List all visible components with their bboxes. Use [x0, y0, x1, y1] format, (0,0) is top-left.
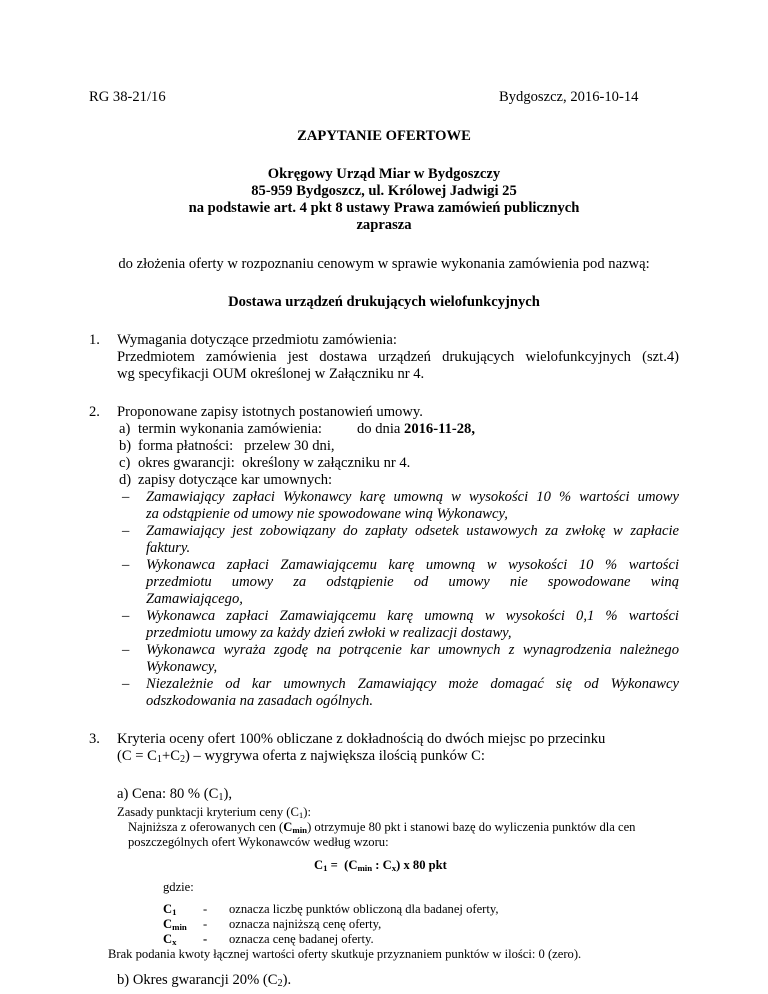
- item-b-label: b): [119, 438, 132, 454]
- invites: zaprasza: [356, 217, 412, 233]
- def-separator: -: [203, 902, 208, 916]
- section-3-line-2: $(C = C_1+C_2)$ – wygrywa oferta z największa ilością punków C:: [117, 748, 485, 765]
- price-rules-line-2: poszczególnych ofert Wykonawców według wzoru:: [128, 835, 389, 849]
- penalty-5-line-2: Wykonawcy,: [146, 659, 218, 675]
- place-date: Bydgoszcz, 2016-10-14: [499, 89, 639, 105]
- intro-text: do złożenia oferty w rozpoznaniu cenowym w sprawie wykonania zamówienia pod nazwą:: [118, 256, 650, 272]
- penalty-1-line-1: Zamawiający zapłaci Wykonawcy karę umowną w wysokości 10 % wartości umowy: [146, 489, 679, 505]
- def-text: oznacza najniższą cenę oferty,: [229, 917, 382, 931]
- list-bullet: –: [122, 642, 130, 658]
- no-price-note: Brak podania kwoty łącznej wartości oferty skutkuje przyznaniem punktów w ilości: 0 (zero).: [108, 947, 582, 961]
- penalty-4-line-2: przedmiotu umowy za każdy dzień zwłoki w realizacji dostawy,: [146, 625, 512, 641]
- def-separator: -: [203, 917, 208, 931]
- penalty-6-line-1: Niezależnie od kar umownych Zamawiający może domagać się od Wykonawcy: [146, 676, 679, 692]
- penalty-6-line-2: odszkodowania na zasadach ogólnych.: [146, 693, 374, 709]
- price-rules-line-1: Najniższa z oferowanych cen $(C_{min})$ otrzymuje 80 pkt i stanowi bazę do wyliczenia punktów dla cen: [128, 820, 636, 835]
- list-bullet: –: [122, 489, 130, 505]
- penalty-3-line-1: Wykonawca zapłaci Zamawiającemu karę umowną w wysokości 10 % wartości: [146, 557, 679, 573]
- document-title: ZAPYTANIE OFERTOWE: [297, 128, 471, 144]
- def-text: oznacza cenę badanej oferty.: [229, 932, 374, 946]
- item-a-text: termin wykonania zamówienia:: [138, 421, 322, 437]
- section-1-line-2: wg specyfikacji OUM określonej w Załączniku nr 4.: [117, 366, 425, 382]
- list-bullet: –: [122, 608, 130, 624]
- section-3-line-1: Kryteria oceny ofert 100% obliczane z dokładnością do dwóch miejsc po przecinku: [117, 731, 606, 747]
- legal-basis: na podstawie art. 4 pkt 8 ustawy Prawa zamówień publicznych: [188, 200, 580, 216]
- org-address: 85-959 Bydgoszcz, ul. Królowej Jadwigi 25: [251, 183, 517, 199]
- section-2-number: 2.: [89, 404, 100, 420]
- price-rules-heading: Zasady punktacji kryterium ceny $(C_1)$:: [117, 805, 311, 820]
- def-symbol: $C_{min}$: [163, 917, 187, 932]
- section-2-heading: Proponowane zapisy istotnych postanowień umowy.: [117, 404, 423, 420]
- reference-number: RG 38-21/16: [89, 89, 166, 105]
- def-separator: -: [203, 932, 208, 946]
- org-name: Okręgowy Urząd Miar w Bydgoszczy: [267, 166, 501, 182]
- criterion-a: a) Cena: 80 % $(C_1)$,: [117, 786, 232, 803]
- item-c-text: okres gwarancji: określony w załączniku nr 4.: [138, 455, 411, 471]
- where-label: gdzie:: [163, 880, 194, 894]
- order-subject: Dostawa urządzeń drukujących wielofunkcyjnych: [228, 294, 540, 310]
- def-symbol: $C_1$: [163, 902, 177, 917]
- item-d-label: d): [119, 472, 132, 488]
- penalty-1-line-2: za odstąpienie od umowy nie spowodowane winą Wykonawcy,: [146, 506, 508, 522]
- item-c-label: c): [119, 455, 131, 471]
- price-formula: $C_1 = (C_{min}$ : $C_x$) x 80 pkt: [314, 858, 447, 873]
- def-symbol: $C_x$: [163, 932, 177, 947]
- penalty-2-line-2: faktury.: [146, 540, 191, 556]
- item-a-deadline: do dnia 2016-11-28,: [357, 421, 475, 437]
- list-bullet: –: [122, 557, 130, 573]
- section-3-number: 3.: [89, 731, 100, 747]
- section-1-number: 1.: [89, 332, 100, 348]
- penalty-2-line-1: Zamawiający jest zobowiązany do zapłaty odsetek ustawowych za zwłokę w zapłacie: [146, 523, 679, 539]
- penalty-4-line-1: Wykonawca zapłaci Zamawiającemu karę umowną w wysokości 0,1 % wartości: [146, 608, 679, 624]
- item-a-label: a): [119, 421, 131, 437]
- item-d-text: zapisy dotyczące kar umownych:: [138, 472, 333, 488]
- penalty-3-line-2: przedmiotu umowy za odstąpienie od umowy nie spowodowane winą: [146, 574, 679, 590]
- criterion-b: b) Okres gwarancji 20% $(C_2)$.: [117, 972, 292, 989]
- list-bullet: –: [122, 523, 130, 539]
- def-text: oznacza liczbę punktów obliczoną dla badanej oferty,: [229, 902, 499, 916]
- penalty-5-line-1: Wykonawca wyraża zgodę na potrącenie kar umownych z wynagrodzenia należnego: [146, 642, 679, 658]
- item-b-text: forma płatności: przelew 30 dni,: [138, 438, 335, 454]
- list-bullet: –: [122, 676, 130, 692]
- section-1-line-1: Przedmiotem zamówienia jest dostawa urządzeń drukujących wielofunkcyjnych (szt.4): [117, 349, 679, 365]
- penalty-3-line-3: Zamawiającego,: [146, 591, 243, 607]
- section-1-heading: Wymagania dotyczące przedmiotu zamówienia:: [117, 332, 397, 348]
